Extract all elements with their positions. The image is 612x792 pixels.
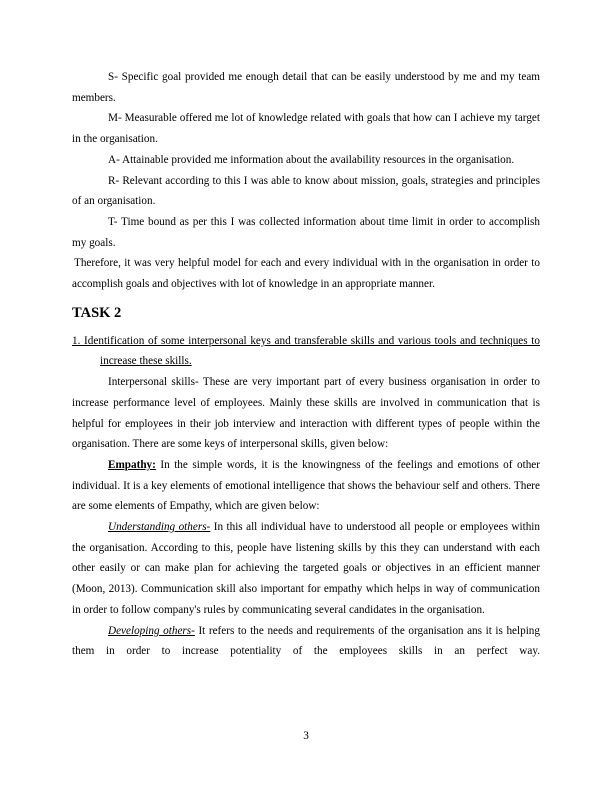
understanding-others-label: Understanding others- bbox=[108, 521, 211, 534]
developing-others-label: Developing others- bbox=[108, 624, 195, 637]
interpersonal-skills-paragraph: Interpersonal skills- These are very important part of every business organisation in order to increase performance level of employees. Mainly these skills are involved in communication that is helpful for employees in their job interview and interaction with different types of people within the organisation. There are some keys of interpersonal skills, given below: bbox=[72, 376, 540, 451]
empathy-text: In the simple words, it is the knowingness of the feelings and emotions of other individual. It is a key elements of emotional intelligence that shows the behaviour self and others. There are some elements of Empathy, which are given below: bbox=[72, 458, 540, 513]
smart-attainable-paragraph: A- Attainable provided me information about the availability resources in the organisation. bbox=[108, 153, 515, 166]
understanding-others-paragraph bbox=[72, 517, 540, 621]
task-heading: TASK 2 bbox=[72, 304, 122, 321]
smart-conclusion-paragraph: Therefore, it was very helpful model for each and every individual with in the organisation in order to accomplish goals and objectives with lot of knowledge in an appropriate manner. bbox=[72, 257, 540, 291]
page-body bbox=[72, 67, 540, 662]
empathy-paragraph bbox=[72, 455, 540, 517]
smart-relevant-paragraph: R- Relevant according to this I was able to know about mission, goals, strategies and principles of an organisation. bbox=[72, 174, 540, 208]
smart-time-bound-paragraph: T- Time bound as per this I was collected information about time limit in order to accomplish my goals. bbox=[72, 215, 540, 249]
developing-others-paragraph bbox=[72, 621, 540, 662]
understanding-others-text: In this all individual have to understood all people or employees within the organisation. According to this, people have listening skills by this they can understand with each other easily or can make plan for achieving the targeted goals or objectives in an efficient manner (Moon, 2013). Communication skill also important for empathy which helps in way of communication in order to follow company's rules by communicating several candidates in the organisation. bbox=[72, 521, 540, 616]
smart-measurable-paragraph: M- Measurable offered me lot of knowledge related with goals that how can I achieve my target in the organisation. bbox=[72, 112, 540, 146]
empathy-label: Empathy: bbox=[108, 458, 156, 471]
smart-specific-paragraph: S- Specific goal provided me enough detail that can be easily understood by me and my team members. bbox=[72, 71, 540, 104]
numbered-subheading: 1. Identification of some interpersonal keys and transferable skills and various tools and techniques to increase these skills. bbox=[72, 334, 540, 368]
page-number: 3 bbox=[303, 730, 309, 742]
developing-others-text: It refers to the needs and requirements of the organisation ans it is helping them in order to increase potentiality of the employees skills in an perfect way. bbox=[72, 624, 540, 658]
